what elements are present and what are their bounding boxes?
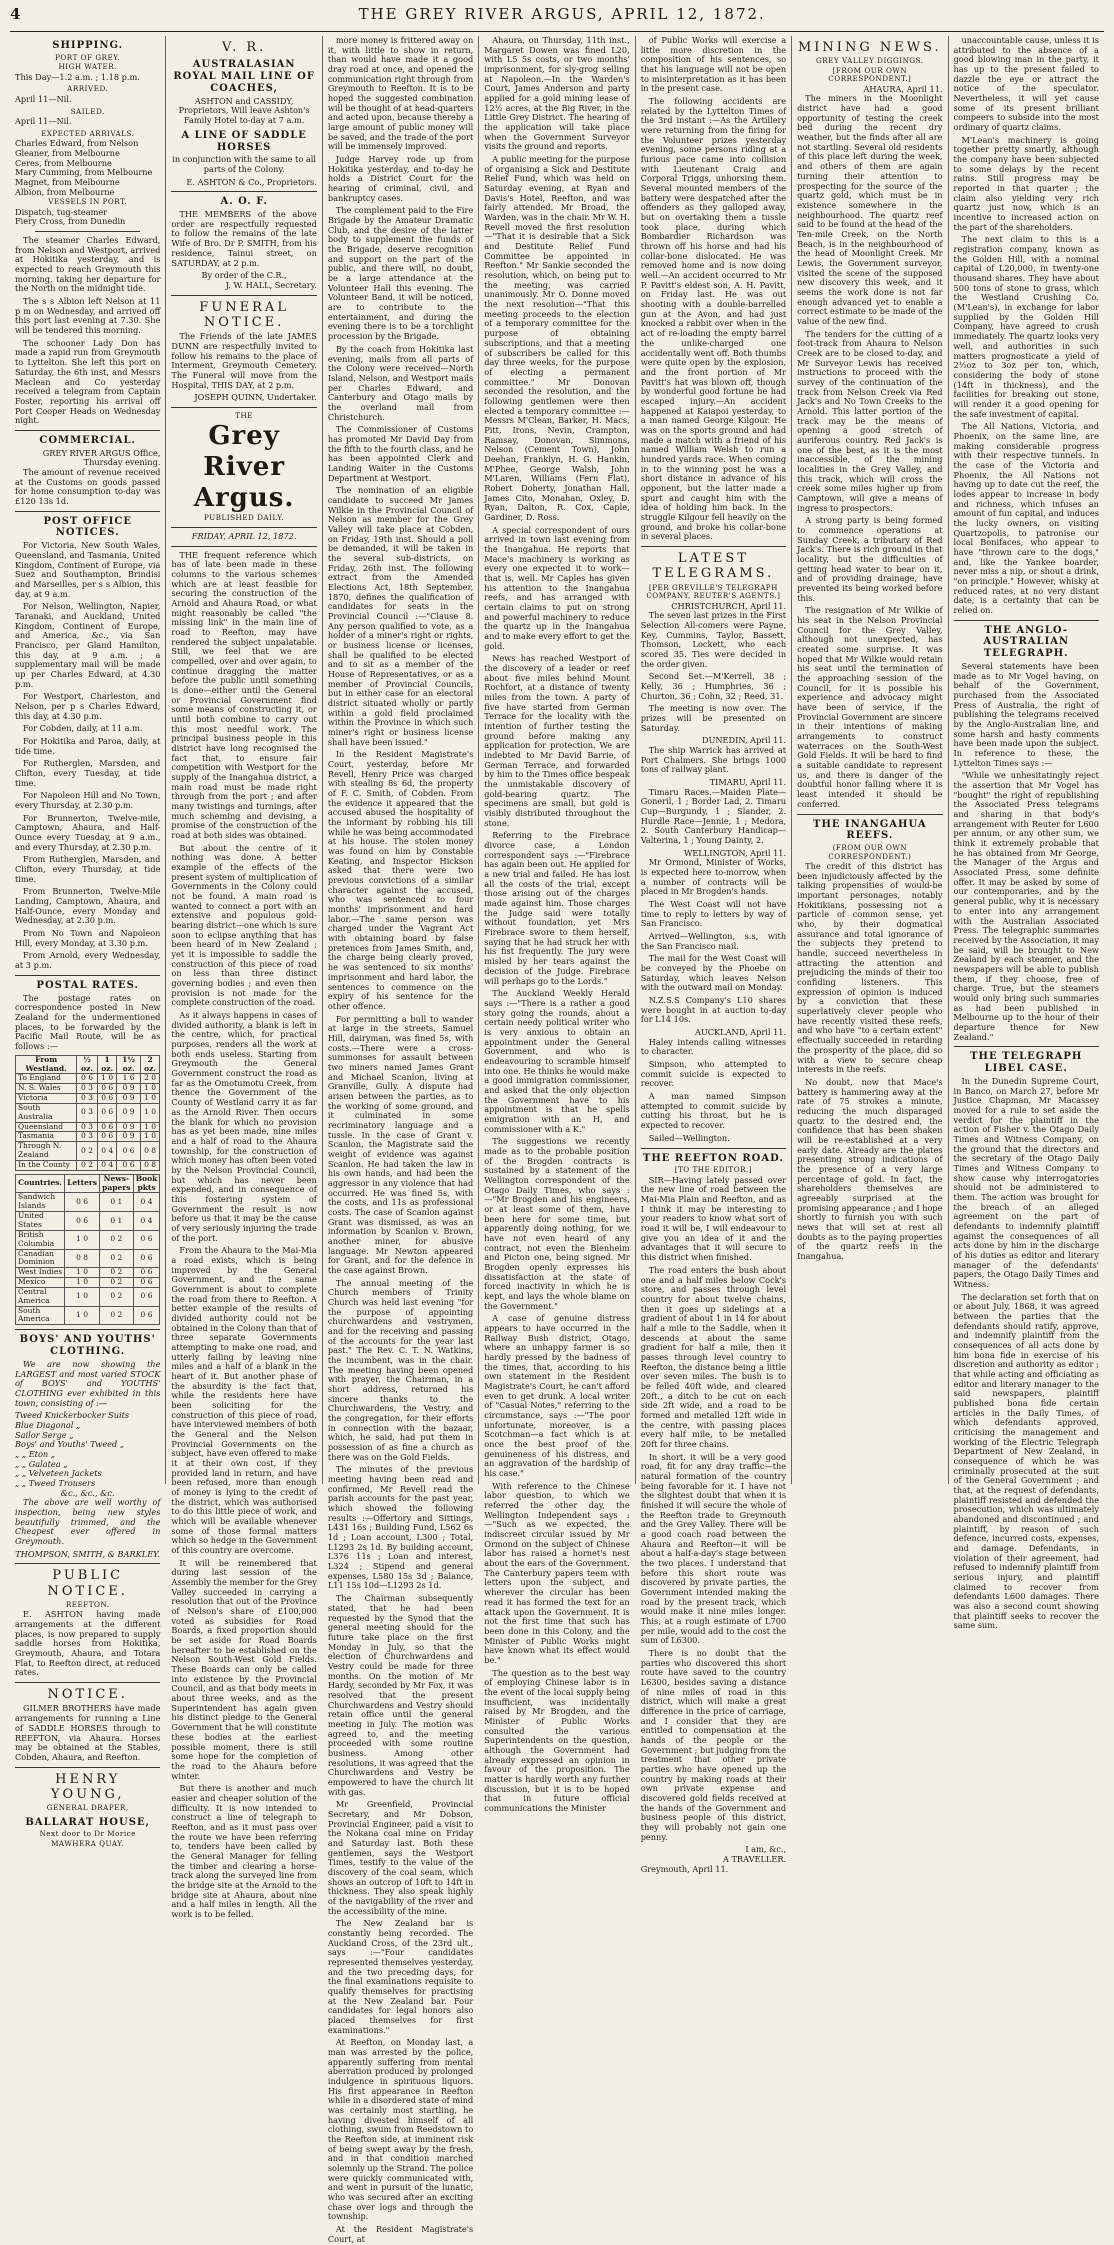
telegram-paragraph: A man named Simpson attempted to commit suicide by cutting his throat, but he is expected to recover. (640, 1091, 787, 1131)
post-office-heading: POST OFFICE NOTICES. (43, 515, 132, 539)
list-item: Mary Cumming, from Melbourne (15, 167, 153, 178)
published-daily: PUBLISHED DAILY. (203, 513, 285, 523)
postal-paragraph: The postage rates on correspondence posted in New Zealand for the undermentioned places, to be forwarded by the Pacific Mail Route, will be as follows :— (15, 992, 161, 1051)
news-paragraph: The suggestions we recently made as to the probable position of the Brogden contracts is sustained by a statement of the Wellington correspondent of the Otago Daily Times, who says :—"Mr Brogden and his engineers, or at least some of them, have been here for some time, but apparently doing nothing, for we have not even heard of any contract, not even the Blenheim and Picton one, being signed. Mr Brogden openly expresses his dissatisfaction at the state of forced inactivity in which he is kept, and lays the whole blame on the Government." (484, 1136, 630, 1311)
table-row: Canadian Dominion 0 8 0 2 0 6 (16, 1249, 160, 1268)
notice-paragraph: GILMER BROTHERS have made arrangements for running a Line of SADDLE HORSES through to REEFTON, via Ahaura. Horses may be obtained at the Stables, Cobden, Ahaura, and Reefton. (15, 1703, 161, 1762)
telegram-paragraph: N.Z.S.S Company's L10 shares were bought in at auction to-day for L14 10s. (640, 995, 787, 1025)
news-paragraph: The New Zealand bar is constantly being recorded. The Auckland Cross, of the 23rd ult., says :—"Four candidates represented themselves yesterday, and the two preceding days, for the final examinations requisite to qualify themselves for practising at the New Zealand bar. Four candidates for legal honors also placed themselves for first examinations." (327, 1918, 474, 2035)
expected-list (15, 139, 160, 197)
henry-address: Next door to Dr Morice (39, 1829, 136, 1839)
table-header: 1½ oz. (117, 1055, 140, 1074)
shipping-paragraph: The steamer Charles Edward, from Nelson and Westport, arrived at Hokitika yesterday, and is expected to reach Greymouth this morning, taking her departure for the North on the midnight tide. (15, 235, 161, 294)
table-row: South Australia 0 3 0 6 0 9 1 0 (16, 1103, 160, 1122)
saddle-heading: A LINE OF SADDLE HORSES (181, 129, 307, 153)
post-paragraph: From Brunnerton, Twelve-Mile Landing, Camptown, Ahaura, and Half-Ounce, every Monday and Wednesday, at 2.30 p.m. (15, 886, 161, 926)
arrived-heading: ARRIVED. (67, 84, 109, 94)
table-header: Countries. (16, 1174, 65, 1193)
boys-item: Blue Diagonal „ (15, 1419, 81, 1430)
letter-paragraph: The road enters the bush about one and a half miles below Cock's store, and passes through level country for about twelve chains, then it goes up sidelings at a gradient of about 1 in 14 for about half a mile to the Saddle, when it descends at about the same gradient for half a mile, then it passes through level country to Reefton, the distance being a little over seven miles. The bush is to be felled 40ft wide, and cleared 20ft., a ditch to be cut on each side 2ft wide, and a road to be formed and metalled 12ft wide in the centre, with passing places every half mile, to be metalled 20ft for three chains. (640, 1264, 787, 1449)
news-paragraph: The Commissioner of Customs has promoted Mr David Day from the fifth to the fourth class, and he has been appointed Clerk and Landing Waiter in the Customs Department at Westport. (327, 424, 474, 483)
table-row: Queensland 0 3 0 6 0 9 1 0 (16, 1122, 160, 1132)
column-2 (166, 36, 322, 1919)
mining-paragraph: The resignation of Mr Wilkie of his seat in the Nelson Provincial Council for the Grey Valley, although not unexpected, has created some surprise. It was hoped that Mr Wilkie would retain his seat until the termination of the approaching session of the Council, for it is possible his experience and advocacy might have been of service, if the Provincial Government are sincere in their intentions of making arrangements to construct waterraces on the South-West Gold Fields. It will be hard to find a suitable candidate to represent us, and there is danger of the doubtful honor falling where it is least intended it should be conferred. (797, 605, 943, 809)
shipping-paragraph: The schooner Lady Don has made a rapid run from Greymouth to Lyttelton. She left this port on Saturday, the 6th inst, and Messrs Maclean and Co yesterday received a telegram from Captain Foster, reporting his arrival off Port Cooper Heads on Wednesday night. (15, 337, 161, 426)
reefton-road-sub: [TO THE EDITOR.] (674, 1165, 753, 1175)
telegram-paragraph: The ship Warrick has arrived at Port Chalmers. She brings 1000 tons of railway plant. (640, 744, 787, 775)
post-paragraph: From No Town and Napoleon Hill, every Monday, at 3.30 p.m. (15, 928, 161, 948)
latest-telegrams-sub: [PER GREVILLE'S TELEGRAPH COMPANY, REUTER'S AGENTS.] (646, 582, 781, 601)
aof-paragraph: THE MEMBERS of the above order are respectfully requested to follow the remains of the late Wife of Bro. Dr P. SMITH, from his residence, Tainui street, on SATURDAY, at 2 p.m. (171, 209, 317, 268)
news-paragraph: At Reefton, on Monday last, a man was arrested by the police, apparently suffering from mental aberration produced by prolonged indulgence in spirituous liquors. His first appearance in Reefton while in a disordered state of mind was certainly most startling, he having divested himself of all clothing, swum from Reedstown to the Reefton side, at imminent risk of being swept away by the fresh, and in that condition marched solemnly up the Strand. The police were quickly communicated with, and went in pursuit of the lunatic, who was secured after an exciting chase over logs and through the township. (327, 2037, 474, 2222)
news-paragraph: Judge Harvey rode up from Hokitika yesterday, and to-day he holds a District Court for the hearing of criminal, civil, and bankruptcy cases. (327, 154, 474, 203)
high-water-line: This Day—1.2 a.m. ; 1.18 p.m. (15, 71, 140, 82)
news-paragraph: By the coach from Hokitika last evening, mails from all parts of the Colony were received—North Island, Nelson, and Westport mails per Charles Edward, and Canterbury and Otago mails by the overland mail from Christchurch. (327, 343, 474, 422)
reefton-label: REEFTON. (65, 1599, 110, 1609)
table-header: ½ oz. (77, 1055, 98, 1074)
telegram-paragraph: The seven last prizes in the First Selection All-comers were Payne, Key, Cummins, Taylor, Bassett, Thomson, Lockett, who each scored 35. Ties were decided in the order given. (640, 610, 787, 669)
editorial-paragraph: From the Ahaura to the Mai-Mia a road exists, which is being improved by the General Government, and the same Government is about to complete the road from there to Reefton. A better example of the results of divided authority could not be obtained in the Colony than that of three separate Governments attempting to make one road, and utterly failing by leaving nine miles and a half of a blank in the heart of it. But another phase of the absurdity is the fact that, while the residents here have been soliciting for the construction of this piece of road, have interviewed members of both the General and the Nelson Provincial Governments on the subject, have even offered to make it at their own cost, if they provided land in return, and have been refused, more than enough of money is lying to the credit of the district, which was authorised to do this little piece of work, and which will be available whenever some of those formal matters which so hedge in the Government of this country are overcome. (171, 1245, 317, 1556)
news-paragraph: The Auckland Weekly Herald says :—"There is a rather a good story going the rounds, about a certain needy political writer who is very anxious to obtain an appointment under the General Government, and who is endeavouring to scramble himself into one. He thinks he would make a good immigration commissioner, and asked that the only objection the Government have to his appointment is that he spells emigration with an H, and commissioner with a K." (484, 988, 630, 1134)
commercial-heading: COMMERCIAL. (39, 434, 137, 446)
column-5 (636, 35, 792, 1874)
paper-logo: THE Grey River Argus. PUBLISHED DAILY. (171, 412, 316, 523)
post-paragraph: For Nelson, Wellington, Napier, Taranaki, and Auckland, United Kingdom, Continent of Europe, and America, &c., via San Francisco, per Gland Hamilton, this day, at 9 a.m. ; a supplementary mail will be made up per Charles Edward, at 4.30 p.m. (15, 601, 161, 689)
table-row: West Indies 1 0 0 2 0 6 (16, 1268, 160, 1278)
news-paragraph: The question as to the best way of employing Chinese labor is in the event of the local supply being insufficient, was incidentally raised by Mr Brogden, and the Minister of Public Works consulted the various Superintendents on the question, although the Government had already expressed an opinion in favour of the proposition. The matter is hardly worth any further discussion, but it is to be hoped that in future official communications the Minister (484, 1667, 630, 1813)
commercial-paragraph: The amount of revenue received at the Customs on goods passed for home consumption to-day was £120 13s 1d. (15, 467, 161, 507)
news-paragraph: In the Dunedin Supreme Court, in Banco, on March 27, before Mr Justice Chapman, Mr Macassey moved for a rule to set aside the verdict for the plaintiff in the action of Fisher v. the Otago Daily Times and Witness Company, on the ground that the directors and the secretary of the Otago Daily Times and Witness Company to show cause why interrogatories should not be administered to them. The action was brought for the breach of an alleged agreement on the part of defendants to indemnify plaintiff against the consequences of all acts done by him in the discharge of his duties as editor and literary manager of the defendants' papers, the Otago Daily Times and Witness. (953, 1075, 1099, 1289)
news-paragraph: The Chairman subsequently stated, that he had been requested by the Synod that the general meeting should for the future take place on the first Monday in July, so that the election of Churchwardens and Vestry could be made for three months. On the motion of Mr Hardy, seconded by Mr Fox, it was resolved that the present Churchwardens and Vestry should retain office until the general meeting in July. The motion was agreed to, and the meeting proceeded with some routine business. Among other resolutions, it was agreed that the Churchwardens and Vestry be empowered to have the church lit with gas. (327, 1593, 474, 1797)
news-paragraph: The nomination of an eligible candidate to succeed Mr James Wilkie in the Provincial Council of Nelson as member for the Grey Valley will take place at Cobden, on Friday, 19th inst. Should a poll be demanded, it will be taken in the several sub-districts, on Friday, 26th inst. The following extract from the Amended Elections Act, 18th September, 1870, defines the qualification of candidates for seats in the Provincial Council :—"Clause 8. Any person qualified to vote, as a holder of a miner's right or rights, or business license or licenses, shall be qualified to be elected and to sit as a member of the House of Representatives, or as a member of Provincial Councils, but in either case for an electoral district situated wholly or partly within a gold field proclaimed within the Province in which such miner's right or business license shall have been issued." (327, 485, 474, 747)
letter-sign-name: A TRAVELLER. (722, 1854, 787, 1865)
rates-table-2 (15, 1174, 160, 1326)
telegram-paragraph: Timaru Races.—Maiden Plate—Goneril, 1 ; Border Lad, 2. Timaru Cup—Burgundy, 1 ; Slander, 2. Hurdle Race—Jennie, 1 ; Medora, 2. South Canterbury Handicap—Valterina, 1 ; Young Dainty, 2. (640, 786, 787, 846)
post-paragraph: For Rutherglen, Marsden, and Clifton, every Tuesday, at tide time. (15, 758, 161, 788)
reefton-road-heading: THE REEFTON ROAD. (642, 1152, 784, 1164)
funeral-signature: JOSEPH QUINN, Undertaker. (194, 392, 317, 403)
news-paragraph: more money is frittered away on it, with little to show in return, than would have made it a good dray road at once, and opened the communication right through from Greymouth to Reefton. It is to be hoped the suggested combination will be thought of at head-quarters and acted upon, because thereby a large amount of public money will be saved, and the trade of the port will be immensely improved. (327, 35, 474, 152)
boys-item: &c., &c., &c. (60, 1487, 115, 1498)
boys-item: Sailor Serge „ (15, 1429, 74, 1440)
telegram-paragraph: The meeting is now over. The prizes will be presented on Saturday. (640, 703, 787, 733)
editorial-paragraph: THE frequent reference which has of late been made in these columns to the various schemes which are at least feasible for securing the construction of the Arnold and Ahaura Road, or what might reasonably be called "the missing link" in the main line of road to Reefton, may have rendered the subject unpalatable. Still, we feel that we are compelled, over and over again, to continue dragging the matter before the public until something is done—either until the General or Provincial Government find some means of constructing it, or until both combine to carry out this most needful work. The principal business people in this district have long recognised the fact that, to ensure fair competition with Westport for the supply of the Inangahua district, a main road must be made right through from the port ; and after many twistings and turnings, after much scheming and devising, a promise of the construction of the road at both sides was obtained. (171, 549, 317, 841)
telegram-paragraph: Mr Ormond, Minister of Works, is expected here to-morrow, when a number of contracts will be placed in Mr Brogden's hands. (640, 857, 787, 897)
telegram-paragraph: Haley intends calling witnesses to character. (640, 1036, 787, 1057)
telegram-paragraph: Arrived—Wellington, s.s, with the San Francisco mail. (640, 931, 787, 951)
news-paragraph: unaccountable cause, unless it is attributed to the absence of a good blowing man in the party, it has up to the present failed to dazzle the eye or attract the notice of the speculator. Nevertheless, it will yet cause some of its present brilliant compeers to subside into the most ordinary of quartz claims. (953, 35, 1099, 133)
sailed-line: April 11—Nil. (15, 116, 72, 127)
postal-rates-heading: POSTAL RATES. (36, 979, 139, 991)
letter-paragraph: In short, it will be a very good road, fit for any dray traffic—the natural formation of the country being favorable for it. I have not the slightest doubt that when it is finished it will secure the whole of the Reefton trade to Greymouth and the Grey Valley. There will be a good coach road between the Ahaura and Reefton—it will be about a half-a-day's stage between the two places. I understand that before this short route was discovered by private parties, the Government intended making the road by the present track, which would make it nine miles longer. This, at a rough estimate of L700 per mile, would add to the cost the sum of L6300. (640, 1451, 787, 1646)
anglo-telegraph-heading: THE ANGLO-AUSTRALIAN TELEGRAPH. (983, 624, 1070, 660)
dateline: AHAURA, April 11. (863, 83, 943, 94)
inangahua-heading: THE INANGAHUA REEFS. (813, 818, 927, 842)
public-notice-paragraph: E. ASHTON having made arrangements at the different places, is now prepared to supply saddle horses from Hokitika, Greymouth, Ahaura, and Totara Flat, to Reefton direct, at reduced rates. (15, 1609, 161, 1678)
news-paragraph: Referring to the Firebrace divorce case, a London correspondent says :—"Firebrace has again been out. He applied for a new trial and failed. He has lost all the costs of the trial, except those arising out of the charges made against him. Those charges the Judge said were totally without foundation, yet Mrs Firebrace swore to them herself, saying that he had struck her with his fist frequently. The jury were misled by her tears against the decision of the Judge. Firebrace will perhaps go to the Lords." (484, 830, 630, 986)
news-paragraph: News has reached Westport of the discovery of a leader or reef about five miles behind Mount Rochfort, at a distance of twenty miles from the town. A party of five have started from German Terrace for the locality with the intention of further testing the ground before making any application for protection. We are indebted to Mr David Barrie, of German Terrace, and forwarded by him to the Times office bespeak the unmistakable discovery of gold-bearing quartz. The specimens are small, but gold is visibly distributed throughout the stone. (484, 653, 630, 828)
issue-date: FRIDAY, APRIL 12, 1872. (191, 530, 297, 541)
telegram-paragraph: Sailed—Wellington. (648, 1132, 730, 1143)
news-paragraph: With reference to the Chinese labor question, to which we referred the other day, the Wellington Independent says :—"Such as we expected, the indiscreet circular issued by Mr Ormond on the subject of Chinese labor has raised a hornet's nest about the ears of the Government. The Canterbury papers teem with letters upon the subject, and wherever the circular has been read it has formed the text for an attack upon the Government. It is not the first time that such has been done in this Colony, and the Minister of Public Works might have known what its effect would be." (484, 1480, 630, 1665)
table-row: British Columbia 1 0 0 2 0 6 (16, 1230, 160, 1249)
expected-heading: EXPECTED ARRIVALS. (40, 128, 135, 138)
saddle-paragraph: in conjunction with the same to all parts of the Colony. (172, 154, 316, 174)
post-paragraph: For Hokitika and Paroa, daily, at tide time. (15, 736, 161, 756)
table-header: News-papers (100, 1174, 134, 1193)
table-row: United States 0 6 0 1 0 4 (16, 1212, 160, 1231)
news-paragraph: Several statements have been made as to Mr Vogel having, on behalf of the Government, purchased from the Associated Press of Australia, the right of publishing the telegrams received by the Anglo-Australian line, and some harsh and hasty comments have been made upon the subject. In reference to these, the Lyttelton Times says :— (953, 661, 1099, 768)
aof-by: By order of the C.R., (201, 270, 287, 281)
correspondent-label: [FROM OUR OWN CORRESPONDENT.] (828, 65, 912, 84)
latest-telegrams-heading: LATEST TELEGRAMS. (652, 550, 775, 582)
post-paragraph: For Cobden, daily, at 11 a.m. (23, 723, 143, 734)
rates-table (15, 1055, 160, 1171)
list-item: Fiery Cross, from Dunedin (15, 216, 126, 227)
funeral-heading: FUNERAL NOTICE. (199, 299, 289, 330)
notice-heading: NOTICE. (47, 1687, 128, 1703)
mining-paragraph: The tenders for the cutting of a foot-track from Ahaura to Nelson Creek are to be closed to-day, and Mr Surveyor Lewis has received instructions to proceed with the survey of the continuation of the track from Nelson Creek via Red Jack's and No Town Creeks to the Arnold. This latter portion of the track may be the means of opening a good stretch of auriferous country. Red Jack's is one of the best, as it is the most inaccessible, of the mining localities in the Grey Valley, and this track, which will cross the creek some miles higher up from Camptown, will give a means of ingress to prospectors. (797, 328, 943, 513)
shipping-heading: SHIPPING. (52, 40, 124, 51)
port-heading: PORT OF GREY. (55, 52, 121, 62)
boys-item: „ „ Velveteen Jackets (15, 1468, 102, 1479)
editorial-paragraph: But there is another and much easier and cheaper solution of the difficulty. It is now intended to construct a line of telegraph to Reefton, and as it must pass over the route we have been referring to, tenders have been called by the General Manager for felling the timber and clearing a horse-track along the surveyed line from the bridge site at the Arnold to the bridge site at Ahaura, about nine and a half miles in length. All the work is to be felled. (171, 1783, 317, 1919)
letter-paragraph: There is no doubt that the parties who discovered this short route have saved to the country L6300, besides saving a distance of nine miles of road in this district, which will make a great difference in the price of carriage, and I consider that they are entitled to compensation at the hands of the people or the Government ; but judging from the treatment that other private parties who have opened up the country by making roads at their own private expense and discovered gold fields received at the hands of the Government and business people of this district, they will probably not gain one penny. (640, 1648, 787, 1842)
editorial-paragraph: As it always happens in cases of divided authority, a blank is left in the centre, which, for practical purposes, renders all the work at both ends useless. Starting from Greymouth the General Government construct the road as far as the Omotumotu Creek, from thence the Government of the County of Westland carry it as far as the Arnold River. Then occurs the blank for which no provision has as yet been made, nine miles and a half of road to the Ahaura township, for the construction of which money has often been voted by the Nelson Provincial Council, but which has never been expended, and in consequence of this fostering system of Government the result is now before us that it may be the cause of very seriously injuring the trade of the port. (171, 1010, 317, 1243)
grey-valley-heading: GREY VALLEY DIGGINGS. (816, 56, 924, 66)
saddle-signature: E. ASHTON & Co., Proprietors. (186, 176, 317, 187)
sailed-heading: SAILED. (70, 106, 105, 116)
news-paragraph: Ahaura, on Thursday, 11th inst., Margaret Dowen was fined L20, with L5 5s costs, or two months' imprisonment, for sly-grog selling at Napoleon.—In the Warden's Court, James Anderson and party applied for a gold mining lease of 12½ acres, at the Big River, in the Little Grey District. The hearing of the application will take place when the Government Surveyor visits the ground and reports. (484, 35, 630, 152)
table-row: Victoria 0 3 0 6 0 9 1 0 (16, 1094, 160, 1104)
table-row: To England 0 6 1 0 1 6 2 0 (16, 1074, 160, 1084)
news-paragraph: The following accidents are related by the Lyttelton Times of the 3rd instant :—As the Artillery were returning from the firing for the Volunteer prizes yesterday evening, some persons riding at a furious pace came into collision with Lieutenant Craig and Corporal Triggs, unhorsing them. Several mounted members of the battery were despatched after the offenders as they galloped away, but on overtaking them a tussle took place, during which Bombardier Richardson was thrown off his horse and had his collar-bone dislocated. He was removed home and is now doing well.—An accident occurred to Mr P. Pavitt's eldest son, A. H. Pavitt, on Friday last. He was out shooting with a double-barrelled gun at the Avon, and had just knocked a rabbit over when in the act of re-loading the empty barrel the unlike-charged one accidentally went off. Both thumbs were quite open by the explosion, and the front portion of Mr Pavitt's hat was blown off, though by wonderful good fortune he had escaped injury.—An accident happened at Kaiapoi yesterday, to a man named George Kilgour. He was on the sports ground and had made a match with a friend of his named William Welsh to run a hundred yards race. When coming in to the winning post he was a short distance in advance of his opponent, but the latter made a spurt and caught him with the idea of holding him back. In the struggle Kilgour fell heavily on the ground, and broke his collar-bone in several places. (640, 96, 787, 542)
ballarat-house: BALLARAT HOUSE, (25, 1816, 151, 1828)
masthead (10, 6, 1104, 32)
post-paragraph: For Victoria, New South Wales, Queensland, and Tasmania, United Kingdom, Continent of Europe, via Suez and Southampton, Brindisi and Marseilles, per s s Albion, this day, at 9 a.m. (15, 540, 161, 599)
coach-paragraph: ASHTON and CASSIDY, Proprietors, Will leave Ashton's Family Hotel to-day at 7 a.m. (178, 95, 310, 126)
funeral-paragraph: The Friends of the late JAMES DUNN are respectfully invited to follow his remains to the place of Interment, Greymouth Cemetery. The Funeral will move from the Hospital, THIS DAY, at 2 p.m. (171, 331, 317, 390)
commercial-date: Thursday evening. (83, 457, 161, 468)
list-item: Magnet, from Melbourne (15, 176, 120, 187)
boys-paragraph-2: The above are well worthy of inspection, being new styles beautifully trimmed, and the Cheapest ever offered in Greymouth. (15, 1497, 161, 1546)
news-paragraph: The declaration set forth that on or about July, 1868, it was agreed between the parties that the defendants should ratify, approve, and indemnify plaintiff from the consequences of all acts done by him bona fide in exercise of his discretion and authority as editor ; that while acting and officiating as editor and literary manager to the said newspapers, plaintiff published bona fide certain articles in the Daily Times, of which defendants approved, criticising the management and working of the Electric Telegraph Department of New Zealand, in consequence of which he was criminally prosecuted at the suit of the General Government ; and that, at the request of defendants, plaintiff resisted and defended the prosecution, which was ultimately abandoned and discontinued ; and plaintiff, by reason of such defence, incurred costs, expenses, and damage. Defendants, in violation of their agreement, had refused to indemnify plaintiff from serious injury, and plaintiff claimed to recover from defendants L600 damages. There was also a second count showing that plaintiff seeks to recover the same sum. (953, 1291, 1099, 1631)
news-paragraph: Mr Greenfield, Provincial Secretary, and Mr Dobson, Provincial Engineer, paid a visit to the Nokana coal mine on Friday and Saturday last. Both these gentlemen, says the Westport Times, testify to the value of the discovery of the coal seam, which shows an outcrop of 10ft to 14ft in thickness. They also speak highly of the navigability of the river and the accessibility of the mine. (327, 1799, 474, 1916)
aof-signature: J. W. HALL, Secretary. (225, 279, 317, 290)
henry-sub: GENERAL DRAPER, (46, 1803, 129, 1813)
boys-item: „ „ Tweed Trousers (15, 1477, 96, 1488)
news-paragraph: of Public Works will exercise a little more discretion in the composition of his sentences, so that his language will not be open to misinterpretation as it has been in the present case. (640, 35, 787, 94)
table-row: Sandwich Islands 0 6 0 1 0 4 (16, 1193, 160, 1212)
table-row: N. S. Wales 0 3 0 6 0 9 1 0 (16, 1084, 160, 1094)
page-number: 4 (10, 5, 21, 23)
henry-young-heading: HENRY YOUNG, (50, 1771, 125, 1802)
aof-heading: A. O. F. (220, 196, 268, 208)
column-3 (323, 35, 479, 2244)
letter-date: Greymouth, April 11. (640, 1863, 729, 1874)
mining-paragraph: The miners in the Moonlight district have had a good opportunity of testing the creek bed during the recent dry weather, but the finds after all are not startling. Several old residents of this place left during the week, and others of them are again turning their attention to prospecting for the source of the quartz gold, which must be in existence somewhere in the neighbourhood. The quartz reef said to be found at the head of the Ten-mile Creek, on the North Beach, is in the neighbourhood of the head of Moonlight Creek. Mr Lewis, the Government surveyor, visited the scene of the supposed new discovery this week, and it seems the work done is not far enough advanced yet to enable a correct estimate to be made of the value of the new find. (797, 93, 943, 326)
news-paragraph: M'Lean's machinery is going together pretty smartly, although the company have been subjected to some delays by the recent rains. Still progress may be reported in that quarter ; the claim also yielding very rich quartz just now, which is an incentive to increased action on the part of the shareholders. (953, 134, 1099, 232)
table-row: Through N. Zealand 0 2 0 4 0 6 0 8 (16, 1142, 160, 1161)
table-row: Tasmania 0 3 0 6 0 9 1 0 (16, 1132, 160, 1142)
high-water-heading: HIGH WATER. (58, 62, 117, 72)
editorial-paragraph: But about the centre of it nothing was done. A better example of the effects of the present system of multiplication of Governments in the Colony could not be found. A main road is wanted to connect a port with an extensive and populous gold-bearing district—one which is sure soon to eclipse anything that has been heard of in New Zealand ; yet it is impossible to saddle the construction of this piece of road on less than three distinct governing bodies ; and even then provision is not made for the complete construction of the road. (171, 842, 317, 1008)
shipping-paragraph: The s s Albion left Nelson at 11 p m on Wednesday, and arrived off this port last evening at 7.30. She will be tendered this morning. (15, 296, 161, 336)
coach-heading: AUSTRALASIAN ROYAL MAIL LINE OF COACHES, (173, 59, 315, 94)
table-row: In the County 0 2 0 4 0 6 0 8 (16, 1160, 160, 1170)
table-header: 2 oz. (140, 1055, 160, 1074)
news-paragraph: A special correspondent of ours arrived in town last evening from the Inangahua. He reports that Mace's machinery is working as every one expected it to work—that is, well. Mr Caples has given his attention to the Inangahua reefs, and has arranged with certain claims to put on strong and powerful machinery to reduce the quartz up in the Inangahua and to make every effort to get the gold. (484, 524, 630, 651)
boys-signature: THOMPSON, SMITH, & BARKLEY. (15, 1548, 161, 1559)
editorial-paragraph: It will be remembered that during last session of the Assembly the member for the Grey Valley succeeded in carrying a resolution that out of the Province of Nelson's share of £100,000 voted as subsidies for Road Boards, a fixed proportion should be set aside for Road Boards hereafter to be established on the Nelson South-West Gold Fields. These Boards can only be called into existence by the Provincial Council, and as that body meets in about three weeks, and as the Superintendent has again given his distinct pledge to the General Government that he will constitute these bodies at the earliest possible moment, there is still some hope for the completion of the road to the Ahaura before winter. (171, 1557, 317, 1781)
table-header: 1 oz. (97, 1055, 117, 1074)
arrived-line: April 11—Nil. (15, 93, 72, 104)
post-paragraph: From Rutherglen, Marsden, and Clifton, every Thursday, at tide time. (15, 854, 161, 884)
mining-paragraph: A strong party is being formed to commence operations at Sunday Creek, a tributary of Red Jack's. There is rich ground in that locality, but the difficulties of getting head water to bear on it, and of providing drainage, have prevented its being worked before this. (797, 515, 943, 603)
table-header: Book pkts (133, 1174, 160, 1193)
boys-clothing-heading: BOYS' AND YOUTHS' CLOTHING. (19, 1334, 156, 1358)
telegram-paragraph: The mail for the West Coast will be conveyed by the Phoebe on Saturday, which leaves Nelson with the outward mail on Monday. (640, 953, 787, 993)
list-item: Ceres, from Melbourne (15, 157, 112, 168)
news-paragraph: The All Nations, Victoria, and Phoenix, on the same line, are making considerable progress with their respective tunnels. In the case of the Victoria and Phoenix, the All Nations not having up to date cut the reef, the lodes appear to increase in body and richness, which infuses an amount of fun capital, and induces the lucky owners, on visiting Quartzopolis, to patronise our local Bonifaces, who appear to have "thrown care to the dogs," and, like the Yankee boarder, never miss a nip, or shout a drink, "on principle." However, whisky at reduced rates, at no very distant date, is a certainty that can be relied on. (953, 421, 1099, 615)
telegram-paragraph: Second Set.—M'Kerrell, 38 ; Kelly, 36 ; Humphries, 36 ; Churton, 36 ; Cohn, 32 ; Reed, 31. (640, 671, 787, 701)
page-title: THE GREY RIVER ARGUS, APRIL 12, 1872. (358, 5, 766, 23)
table-header: Letters (65, 1174, 100, 1193)
letter-paragraph: SIR—Having lately passed over the new line of road between the Mai-Mia Plain and Reefton, and as I think it may be interesting to your readers to know what sort of road it will be, I will endeavour to give you an idea of it and the advantages that it will secure to this district when finished. (640, 1174, 787, 1263)
column-4 (479, 35, 635, 1813)
boys-paragraph: We are now showing the LARGEST and most varied STOCK of BOYS' and YOUTHS' CLOTHING ever exhibited in this town, consisting of :— (15, 1358, 161, 1408)
news-paragraph: A case of genuine distress appears to have occurred in the Railway Bush district, Otago, where an unhappy farmer is so hardly pressed by the badness of the times, that, according to his own statement in the Resident Magistrate's Court, he can't afford even to get drunk. A local writer of "Casual Notes," referring to the circumstance, says :—"The poor unfortunate, moreover, is a Scotchman—a fact which is at once the best proof of the genuineness of his distress, and an aggravation of the hardship of his case." (484, 1313, 630, 1479)
mining-news-heading: MINING NEWS. (797, 40, 942, 55)
post-paragraph: For Brunnerton, Twelve-mile, Camptown, Ahaura, and Half-Ounce every Tuesday, at 9 a.m., and every Thursday, at 2.30 p.m. (15, 812, 161, 852)
news-paragraph: In the Resident Magistrate's Court, yesterday, before Mr Revell, Henry Price was charged with stealing 8s 6d, the property of F. C. Smith, of Cobden. From the evidence it appeared that the accused abused the hospitality of the informant by robbing his till while he was being accommodated at his house. The stolen money was found on him by Constable Keating, and Inspector Hickson asked that there were two previous convictions of a similar character against the accused, who was sentenced to four months' imprisonment and hard labor.—The same person was charged under the Vagrant Act with obtaining board by false pretences from James Smith, and, the charge being clearly proved, he was sentenced to six months' imprisonment and hard labor, the sentences to commence on the expiry of his sentence for the other offence. (327, 749, 474, 1011)
table-header: From Westland. (16, 1055, 77, 1074)
list-item: Dispatch, tug-steamer (15, 206, 108, 217)
post-paragraph: For Napoleon Hill and No Town, every Thursday, at 2.30 p.m. (15, 790, 161, 811)
news-paragraph: The minutes of the previous meeting having been read and confirmed, Mr Revell read the parish accounts for the past year, which showed the following results :—Offertory and Sittings, L431 16s ; Building Fund, L562 6s 1d ; Loan account, L300 ; Total, L1293 2s 1d. By building account, L376 11s ; Loan and interest, L324 ; Stipend and general expenses, L580 15s 3d ; Balance, L11 15s 10d—L1293 2s 1d. (327, 1464, 474, 1591)
telegram-paragraph: The West Coast will not have time to reply to letters by way of San Francisco. (640, 899, 787, 929)
vr-heading: V. R. (221, 40, 267, 55)
table-row: Central America 1 0 0 2 0 6 (16, 1287, 160, 1306)
dateline: CHRISTCHURCH, April 11. (671, 600, 787, 611)
henry-town: MAWHERA QUAY. (51, 1838, 125, 1848)
boys-item: „ „ Galatea „ (15, 1458, 68, 1469)
mining-paragraph: No doubt, now that Mace's battery is hammering away at the rate of 75 strokes a minute, reducing the much disparaged quartz to the desired end, the confidence that has been shaken will be re-established at a very early date. Already are the plates presenting strong indications of the presence of a very large percentage of gold. In fact, the shareholders themselves are agreeably surprised at the promising appearance ; and I hope shortly to furnish you with such news that will set at rest all doubts as to the paying properties of the quartz reefs in the Inangahua. (797, 1076, 943, 1261)
dateline: DUNEDIN, April 11. (701, 735, 787, 746)
mining-paragraph: The credit of this district has been injudiciously affected by the talking propensities of would-be important personages, notably Hokitikians, possessing not a particle of common sense, yet who, by their dogmatical assurance and total ignorance of the subjects they pretend to handle, succeed nevertheless in attracting the attention and prejudicing the minds of their too confiding listeners. This expression of opinion is induced by a conviction that these superlatively clever people who have recently visited these reefs, and who have "to a certain extent" effectually succeeded in retarding the prosperity of the place, did so with a view to secure cheap interests in the reefs. (797, 861, 943, 1075)
news-paragraph: A public meeting for the purpose of organising a Sick and Destitute Relief Fund, which was held on Saturday evening, at Ryan and Davis's Hotel, Reefton, and was fairly attended. Mr Broad, the Warden, was in the chair. Mr W. H. Revell moved the first resolution—"That it is desirable that a Sick and Destitute Relief Fund Committee be appointed in Reefton." Mr Sankie seconded the resolution, which, on being put to the meeting, was carried unanimously. Mr O. Donne moved the next resolution—"That this meeting proceeds to the election of a temporary committee for the purpose of obtaining subscriptions, and that a meeting of subscribers be called for this day three weeks, for the purpose of electing a permanent committee." Mr Donovan seconded the resolution, and the following gentlemen were then elected a temporary committee :—Messrs M'Clean, Barker, H. Macs, Pitt, Irons, Nevin, Crampton, Ramsay, Donovan, Simmons, Nelson (Cement Town), John Deehan, Franklyn, H. G. Hankin, M'Phee, George Walsh, John M'Laren, Williams (Fern Flat), Robert Doherty, Jonathan Hall, James Cito, Monahan, Oxley, D. Ryan, Dalton, R. Cox, Caple, Gardiner, D. Ross. (484, 154, 630, 522)
commercial-office: GREY RIVER ARGUS Office, (42, 447, 161, 458)
boys-item: Boys' and Youths' Tweed „ (15, 1439, 125, 1450)
list-item: Gleaner, from Melbourne (15, 147, 120, 158)
list-item: Charles Edward, from Nelson (15, 138, 139, 149)
list-item: Albion, from Melbourne (15, 186, 115, 197)
vessels-heading: VESSELS IN PORT. (48, 197, 128, 207)
boys-item: Tweed Knickerbocker Suits (15, 1410, 130, 1421)
libel-case-heading: THE TELEGRAPH LIBEL CASE. (970, 1051, 1083, 1075)
post-paragraph: For Westport, Charleston, and Nelson, per p s Charles Edward, this day, at 4.30 p.m. (15, 691, 161, 721)
news-paragraph: For permitting a bull to wander at large in the streets, Samuel Hill, dairyman, was fined 5s, with costs.—There were a cross-summonses for assault between two miners named James Grant and Michael Scanlon, living at Granville, Gully. A dispute had arisen between the parties, as to the working of some ground, and it culminated in some recriminatory language and a tussle. In the case of Grant v. Scanlon, the Magistrate said the weight of evidence was against Scanlon. He had taken the law in his own hands, and had been the aggressor in any violence that had occurred. He was fined 5s, with the costs, and 11s as professional costs. The case of Scanlon against Grant was dismissed, as was an information by Scanlon v. Brown, another miner, for abusive language. Mr Newton appeared for Grant, and for the defence in the case against Brown. (327, 1013, 474, 1275)
news-paragraph: At the Resident Magistrate's Court, at (327, 2224, 474, 2244)
correspondent-label: (FROM OUR OWN CORRESPONDENT.) (828, 843, 912, 861)
news-paragraph: The complement paid to the Fire Brigade by the Amateur Dramatic Club, and the desire of the latter body to supplement the funds of the Brigade, deserve recognition and support on the part of the public, and there will, no doubt, be a large attendance at the Volunteer Hall this evening. The Volunteer Band, it will be noticed, are to contribute to the entertainment, and during the evening there is to be a torchlight procession by the Brigade. (327, 205, 474, 342)
public-notice-heading: PUBLIC NOTICE. (47, 1568, 128, 1599)
dateline: AUCKLAND, April 11. (694, 1027, 787, 1038)
letter-sign: I am, &c., (745, 1844, 787, 1855)
news-paragraph: "While we unhesitatingly reject the assertion that Mr Vogel has "bought" the right of republishing the Associated Press telegrams and sharing in that body's arrangement with Reuter for L600 per annum, or any other sum, we think it extremely probable that he has obtained from Mr George, the Manager of the Argus and Associated Press, some definite offer. It may be asked by some of our contemporaries, and by the general public, why it is necessary to enter into any arrangement with the Australian Associated Press. The telegraphic summaries received by the Association, it may be said, will be brought to New Zealand by each steamer, and the newspapers will be able to publish them, if they choose, free of charge. True, but the steamers would only bring such summaries as had been published in Melbourne up to the hour of their departure thence for New Zealand." (953, 770, 1099, 1042)
column-7 (949, 35, 1104, 1631)
telegram-paragraph: Simpson, who attempted to commit suicide is expected to recover. (640, 1059, 787, 1089)
news-paragraph: The next claim to this is a registration company, known as the Golden Hill, with a nominal capital of L20,000, in twenty-one thousand shares. They have about 500 tons of stone to grass, which the Westland Crushing Co. (M'Lean's), in exchange for labor supplied by the Golden Hill Company, have agreed to crush immediately. The quartz looks very well, and authorities in such matters prognosticate a yield of 2½oz to 3oz per ton, which, considering the body of stone (14ft in thickness), and the facilities for breaking out stone, will render it a good opening for the safe investment of capital. (953, 234, 1099, 419)
news-paragraph: The annual meeting of the Church members of Trinity Church was held last evening "for the purpose of appointing churchwardens and vestrymen, and for the receiving and passing of the accounts for the year last past." The Rev. C. T. N. Watkins, the incumbent, was in the chair. The meeting having been opened with prayer, the Chairman, in a short address, returned his sincere thanks to the Churchwardens, the Vestry, and the congregation, for their efforts in connection with the bazaar, which, he said, had put them in possession of as fine a church as there was on the Gold Fields. (327, 1277, 474, 1462)
dateline: TIMARU, April 11. (709, 776, 787, 787)
table-row: Mexico 1 0 0 2 0 6 (16, 1278, 160, 1288)
post-paragraph: From Arnold, every Wednesday, at 3 p.m. (15, 950, 161, 971)
table-row: South America 1 0 0 2 0 6 (16, 1306, 160, 1325)
paper-name: Grey River Argus. (193, 421, 295, 513)
dateline: WELLINGTON, April 11. (683, 847, 787, 858)
column-6 (792, 36, 948, 1484)
column-1 (10, 36, 166, 1848)
boys-item: „ „ Eton „ (15, 1448, 56, 1459)
